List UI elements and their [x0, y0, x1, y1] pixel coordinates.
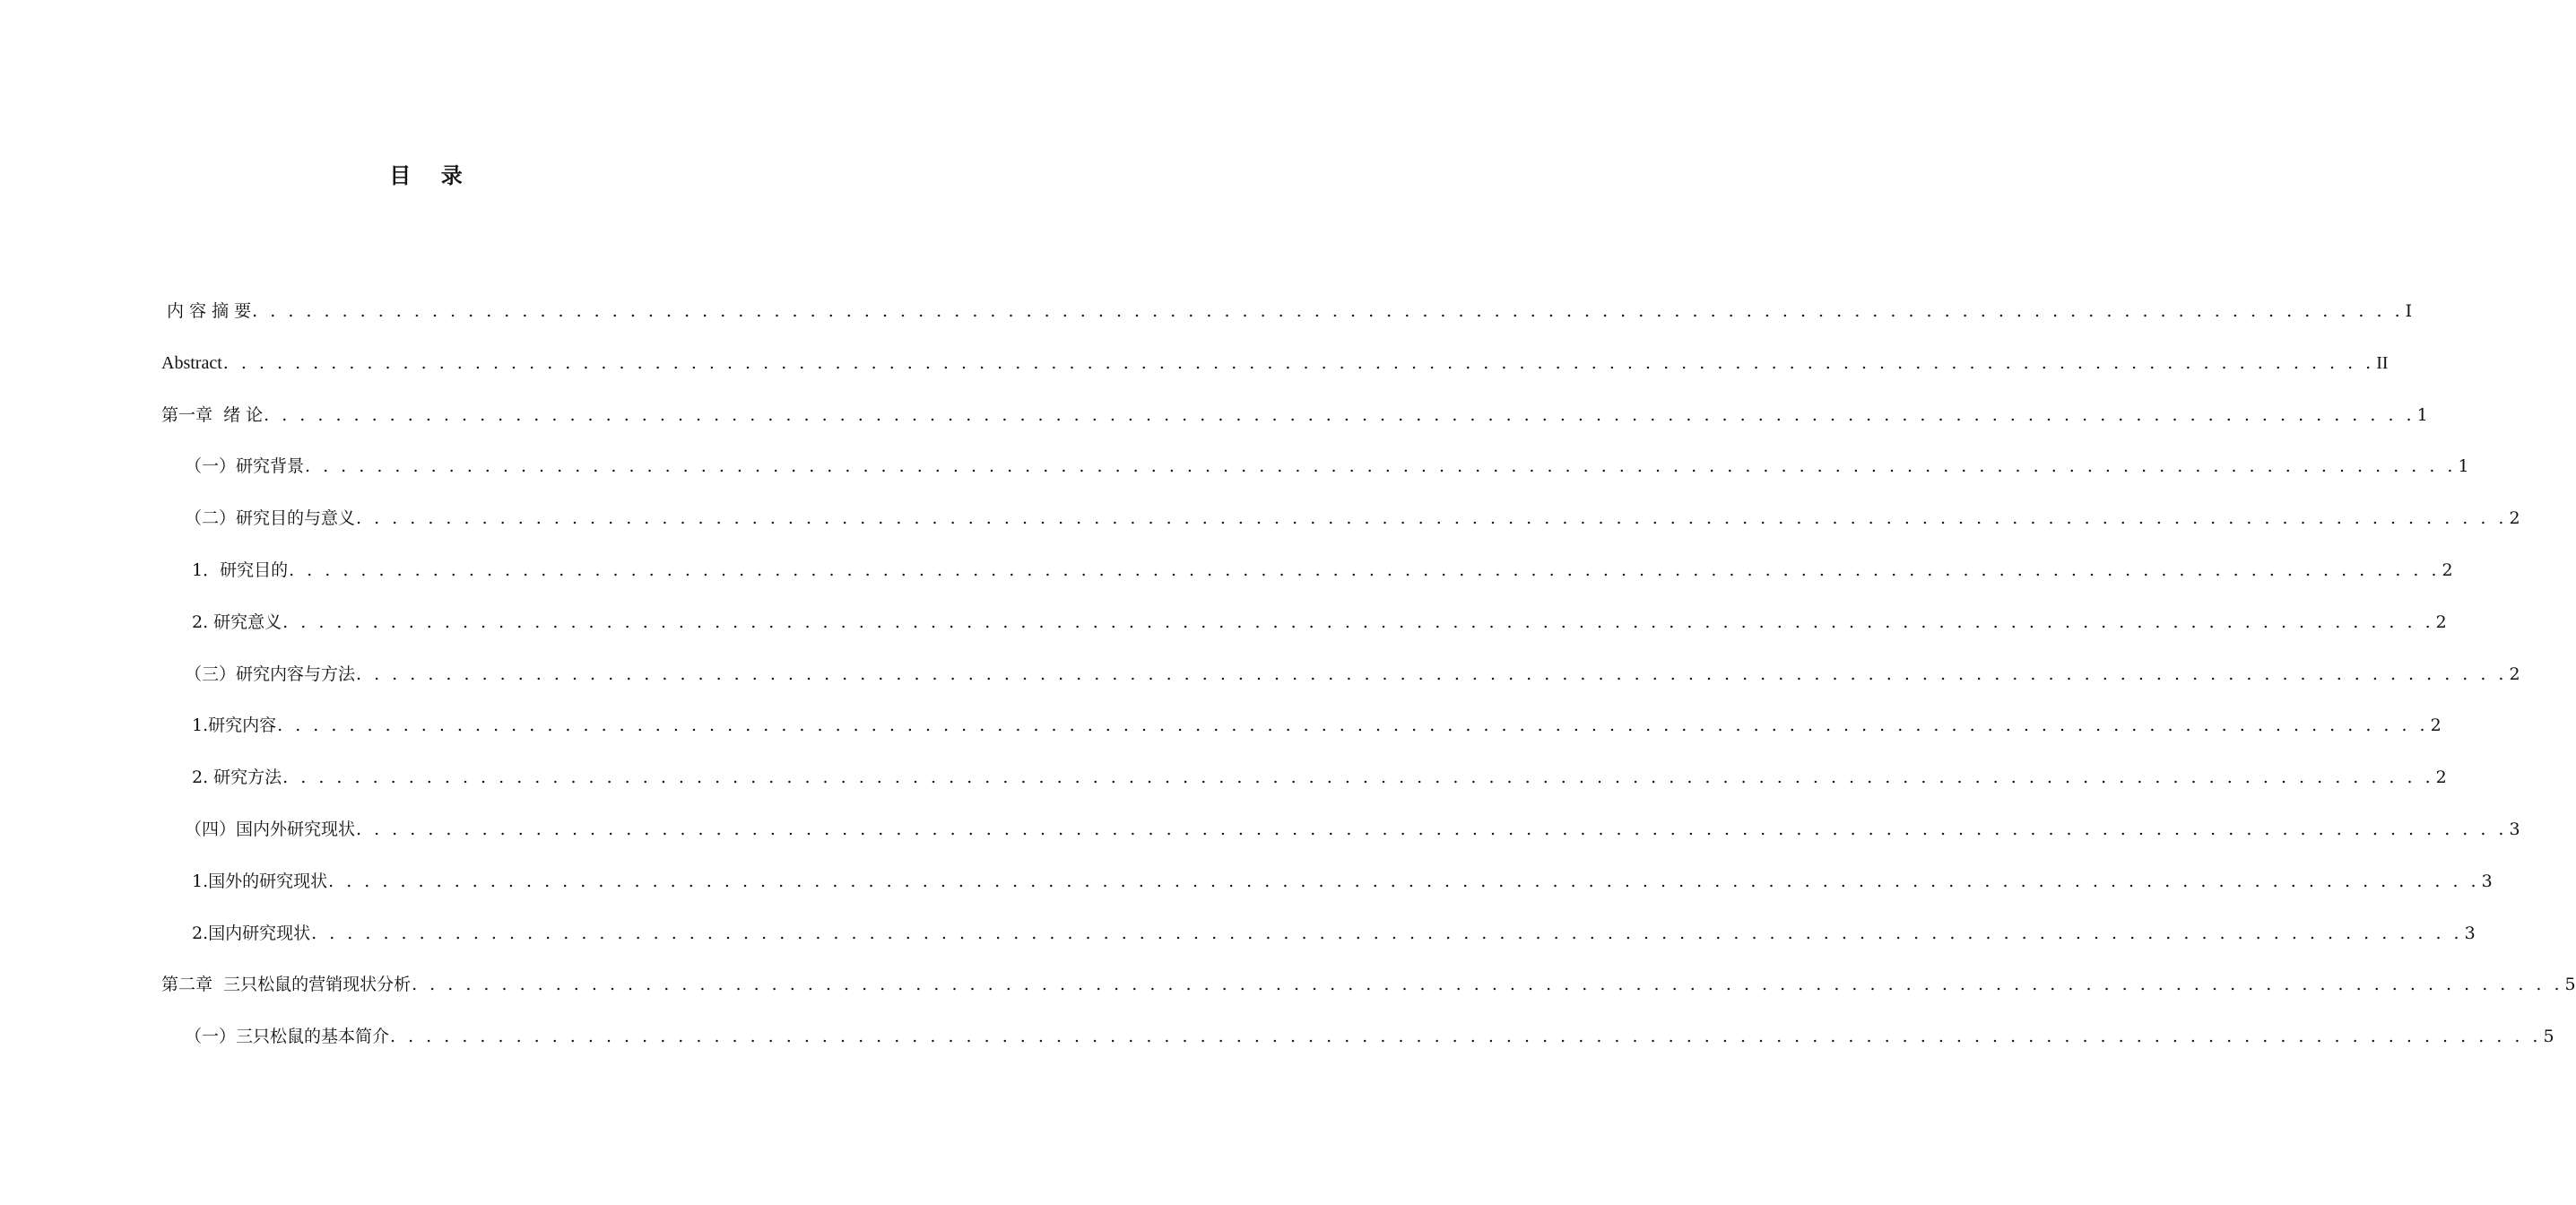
toc-entry-label: Abstract	[161, 352, 222, 373]
toc-entry-page-number: 3	[2481, 871, 2493, 891]
toc-entry-page-number: 3	[2509, 819, 2520, 839]
toc-entry-page-number: 2	[2509, 663, 2520, 684]
toc-entry[interactable]	[161, 447, 2469, 499]
dot-leader: . . . . . . . . . . . . . . . . . . . . . . . . . . . . . . . . . . . . . . . . . . . . . . . . . . . . . . . . . . . . . . . . . . . . . . . . . . . . . . . . . . . . . . . . . . . . . . . . . . . . . . . . . . . . . . . . . . . . . . . .	[356, 508, 2508, 529]
toc-entry-page-number: 1	[2458, 456, 2469, 477]
toc-entry[interactable]	[161, 396, 2428, 448]
dot-leader: . . . . . . . . . . . . . . . . . . . . . . . . . . . . . . . . . . . . . . . . . . . . . . . . . . . . . . . . . . . . . . . . . . . . . . . . . . . . . . . . . . . . . . . . . . . . . . . . . . . . . . . . . . . . . . . . . . . . . . . .	[305, 456, 2457, 477]
toc-entry[interactable]	[161, 759, 2447, 811]
toc-entry-page-number: 2	[2509, 508, 2520, 529]
toc-entry-label: 2. 研究意义	[192, 611, 282, 632]
toc-entry[interactable]	[161, 915, 2476, 967]
toc-entry-page-number: 1	[2416, 404, 2428, 425]
toc-entry-page-number: 2	[2442, 559, 2453, 580]
dot-leader: . . . . . . . . . . . . . . . . . . . . . . . . . . . . . . . . . . . . . . . . . . . . . . . . . . . . . . . . . . . . . . . . . . . . . . . . . . . . . . . . . . . . . . . . . . . . . . . . . . . . . . . . . . . . . . . . . . . . . . . .	[264, 404, 2416, 425]
dot-leader: . . . . . . . . . . . . . . . . . . . . . . . . . . . . . . . . . . . . . . . . . . . . . . . . . . . . . . . . . . . . . . . . . . . . . . . . . . . . . . . . . . . . . . . . . . . . . . . . . . . . . . . . . . . . . . . . . . . . . . . .	[252, 301, 2404, 321]
dot-leader: . . . . . . . . . . . . . . . . . . . . . . . . . . . . . . . . . . . . . . . . . . . . . . . . . . . . . . . . . . . . . . . . . . . . . . . . . . . . . . . . . . . . . . . . . . . . . . . . . . . . . . . . . . . . . . . . . . . . . . . .	[412, 975, 2563, 995]
toc-entry-label: 内 容 摘 要	[161, 301, 252, 321]
dot-leader: . . . . . . . . . . . . . . . . . . . . . . . . . . . . . . . . . . . . . . . . . . . . . . . . . . . . . . . . . . . . . . . . . . . . . . . . . . . . . . . . . . . . . . . . . . . . . . . . . . . . . . . . . . . . . . . . . . . . . . . .	[390, 1027, 2542, 1047]
toc-entry[interactable]	[161, 966, 2576, 1018]
toc-entry-label: 2.国内研究现状	[192, 923, 311, 943]
toc-entry-label: 2. 研究方法	[192, 767, 282, 788]
toc-entry[interactable]	[161, 707, 2442, 759]
dot-leader: . . . . . . . . . . . . . . . . . . . . . . . . . . . . . . . . . . . . . . . . . . . . . . . . . . . . . . . . . . . . . . . . . . . . . . . . . . . . . . . . . . . . . . . . . . . . . . . . . . . . . . . . . . . . . . . . . . . . . . . .	[277, 715, 2429, 736]
toc-entry-label: 1．研究目的	[192, 559, 289, 580]
toc-entry-page-number: 5	[2564, 975, 2576, 995]
dot-leader: . . . . . . . . . . . . . . . . . . . . . . . . . . . . . . . . . . . . . . . . . . . . . . . . . . . . . . . . . . . . . . . . . . . . . . . . . . . . . . . . . . . . . . . . . . . . . . . . . . . . . . . . . . . . . . . . . . . . . . . .	[289, 559, 2441, 580]
toc-entry-page-number: 3	[2464, 923, 2476, 943]
toc-entry-label: （三）研究内容与方法	[185, 663, 356, 684]
toc-entry[interactable]	[161, 811, 2520, 863]
toc-entry-page-number: 2	[2435, 611, 2447, 632]
dot-leader: . . . . . . . . . . . . . . . . . . . . . . . . . . . . . . . . . . . . . . . . . . . . . . . . . . . . . . . . . . . . . . . . . . . . . . . . . . . . . . . . . . . . . . . . . . . . . . . . . . . . . . . . . . . . . . . . . . . . . . . .	[356, 663, 2508, 684]
toc-entry[interactable]	[161, 499, 2520, 551]
dot-leader: . . . . . . . . . . . . . . . . . . . . . . . . . . . . . . . . . . . . . . . . . . . . . . . . . . . . . . . . . . . . . . . . . . . . . . . . . . . . . . . . . . . . . . . . . . . . . . . . . . . . . . . . . . . . . . . . . . . . . . . .	[311, 923, 2463, 943]
toc-entry[interactable]	[161, 655, 2520, 707]
toc-entry-page-number: II	[2376, 352, 2389, 373]
toc-entry-label: （一）研究背景	[185, 456, 305, 477]
dot-leader: . . . . . . . . . . . . . . . . . . . . . . . . . . . . . . . . . . . . . . . . . . . . . . . . . . . . . . . . . . . . . . . . . . . . . . . . . . . . . . . . . . . . . . . . . . . . . . . . . . . . . . . . . . . . . . . . . . . . . . . .	[222, 352, 2375, 373]
toc-entry-page-number: Ⅰ	[2405, 301, 2413, 321]
toc-entry-label: 第二章 三只松鼠的营销现状分析	[161, 975, 412, 995]
toc-entry[interactable]	[161, 292, 2413, 344]
toc-entry[interactable]	[161, 344, 2389, 396]
toc-entry[interactable]	[161, 551, 2453, 603]
dot-leader: . . . . . . . . . . . . . . . . . . . . . . . . . . . . . . . . . . . . . . . . . . . . . . . . . . . . . . . . . . . . . . . . . . . . . . . . . . . . . . . . . . . . . . . . . . . . . . . . . . . . . . . . . . . . . . . . . . . . . . . .	[328, 871, 2480, 891]
toc-entry[interactable]	[161, 863, 2493, 915]
toc-entry[interactable]	[161, 603, 2447, 655]
toc-entry[interactable]	[161, 1018, 2554, 1070]
toc-entry-label: 1.国外的研究现状	[192, 871, 328, 891]
toc-entry-page-number: 5	[2543, 1027, 2554, 1047]
toc-title: 目 录	[389, 163, 463, 188]
dot-leader: . . . . . . . . . . . . . . . . . . . . . . . . . . . . . . . . . . . . . . . . . . . . . . . . . . . . . . . . . . . . . . . . . . . . . . . . . . . . . . . . . . . . . . . . . . . . . . . . . . . . . . . . . . . . . . . . . . . . . . . .	[356, 819, 2508, 839]
toc-entry-page-number: 2	[2435, 767, 2447, 788]
toc-entry-label: （四）国内外研究现状	[185, 819, 356, 839]
toc-entry-page-number: 2	[2430, 715, 2442, 736]
toc-list	[161, 292, 2576, 1070]
toc-entry-label: 第一章 绪 论	[161, 404, 264, 425]
toc-entry-label: 1.研究内容	[192, 715, 277, 736]
toc-entry-label: （二）研究目的与意义	[185, 508, 356, 529]
dot-leader: . . . . . . . . . . . . . . . . . . . . . . . . . . . . . . . . . . . . . . . . . . . . . . . . . . . . . . . . . . . . . . . . . . . . . . . . . . . . . . . . . . . . . . . . . . . . . . . . . . . . . . . . . . . . . . . . . . . . . . . .	[282, 767, 2434, 788]
toc-entry-label: （一）三只松鼠的基本简介	[185, 1027, 390, 1047]
dot-leader: . . . . . . . . . . . . . . . . . . . . . . . . . . . . . . . . . . . . . . . . . . . . . . . . . . . . . . . . . . . . . . . . . . . . . . . . . . . . . . . . . . . . . . . . . . . . . . . . . . . . . . . . . . . . . . . . . . . . . . . .	[282, 611, 2434, 632]
